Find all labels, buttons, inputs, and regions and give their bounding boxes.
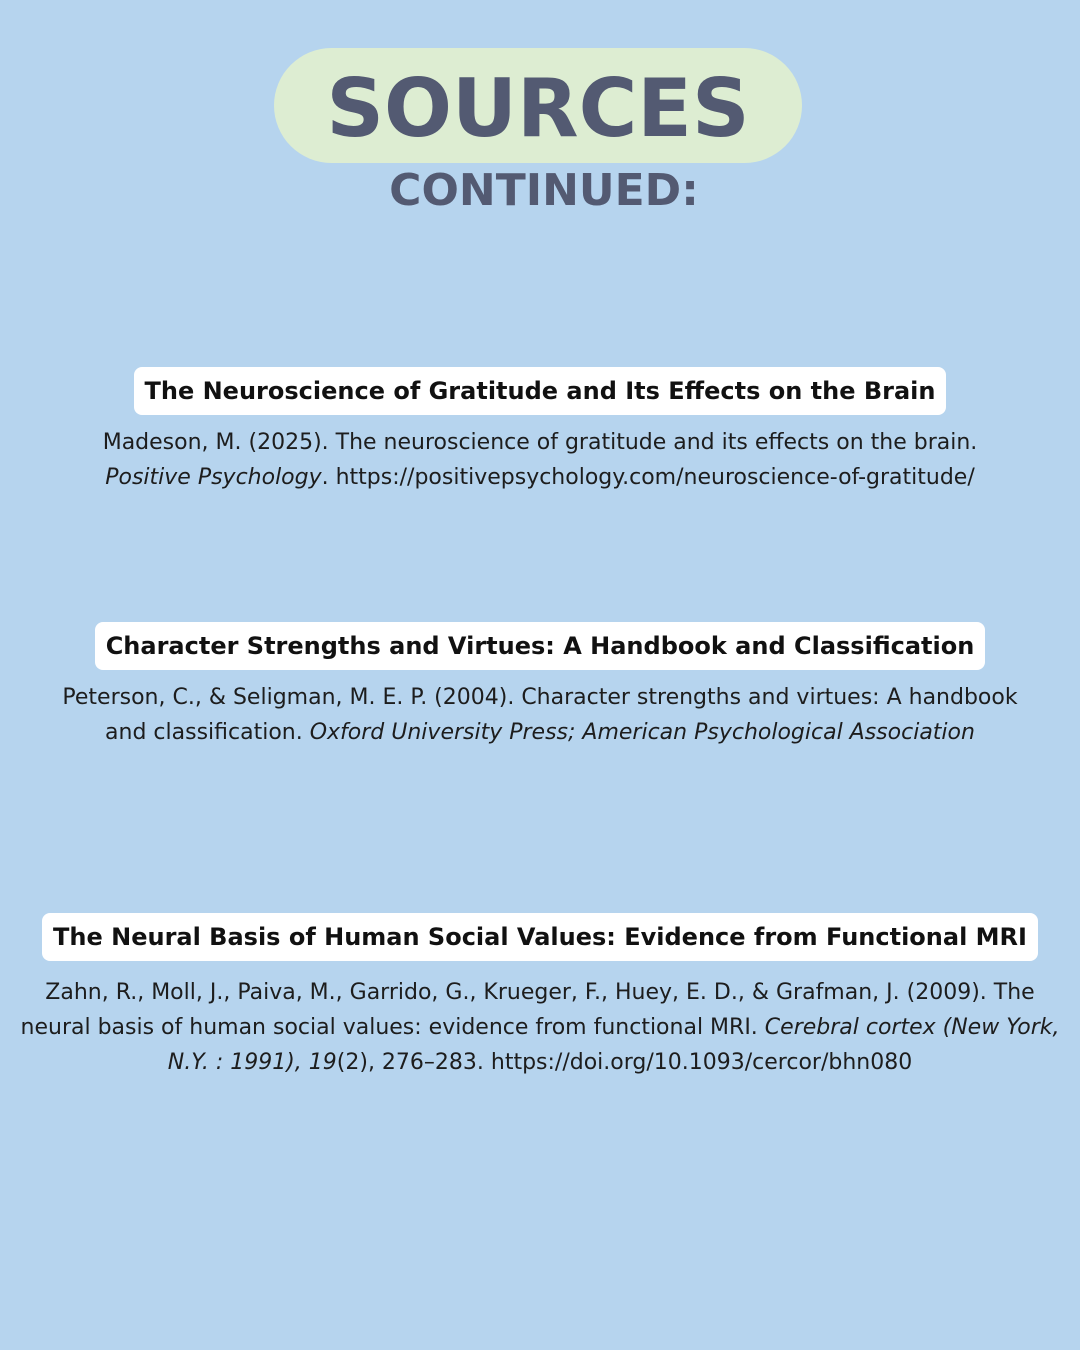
citation-link: . https://positivepsychology.com/neuroscience-of-gratitude/ <box>321 465 975 490</box>
source-heading: The Neuroscience of Gratitude and Its Effects on the Brain <box>134 367 947 415</box>
page-subtitle: CONTINUED: <box>389 165 699 216</box>
citation-journal: Positive Psychology <box>105 465 322 490</box>
citation-text: Peterson, C., & Seligman, M. E. P. (2004). Character strengths and virtues: A handbook and classification. <box>62 685 1018 745</box>
citation-link: (2), 276–283. https://doi.org/10.1093/cercor/bhn080 <box>336 1050 913 1075</box>
citation-text: Madeson, M. (2025). The neuroscience of gratitude and its effects on the brain. <box>102 430 978 455</box>
source-entry <box>0 367 1080 495</box>
title-pill <box>274 48 802 163</box>
source-citation <box>40 425 1040 495</box>
source-citation <box>60 680 1020 750</box>
page-title: SOURCES <box>326 61 750 155</box>
citation-text: Zahn, R., Moll, J., Paiva, M., Garrido, G., Krueger, F., Huey, E. D., & Grafman, J. (2009). The neural basis of human social values: evidence from functional MRI. <box>20 980 1035 1040</box>
source-entry <box>0 622 1080 750</box>
source-heading: The Neural Basis of Human Social Values: Evidence from Functional MRI <box>42 913 1038 961</box>
source-entry <box>0 913 1080 1080</box>
source-citation <box>20 975 1060 1080</box>
source-heading: Character Strengths and Virtues: A Handbook and Classification <box>95 622 986 670</box>
citation-publisher: Oxford University Press; American Psychological Association <box>309 720 975 745</box>
citation-journal: Cerebral cortex (New York, N.Y. : 1991), 19 <box>167 1015 1060 1075</box>
